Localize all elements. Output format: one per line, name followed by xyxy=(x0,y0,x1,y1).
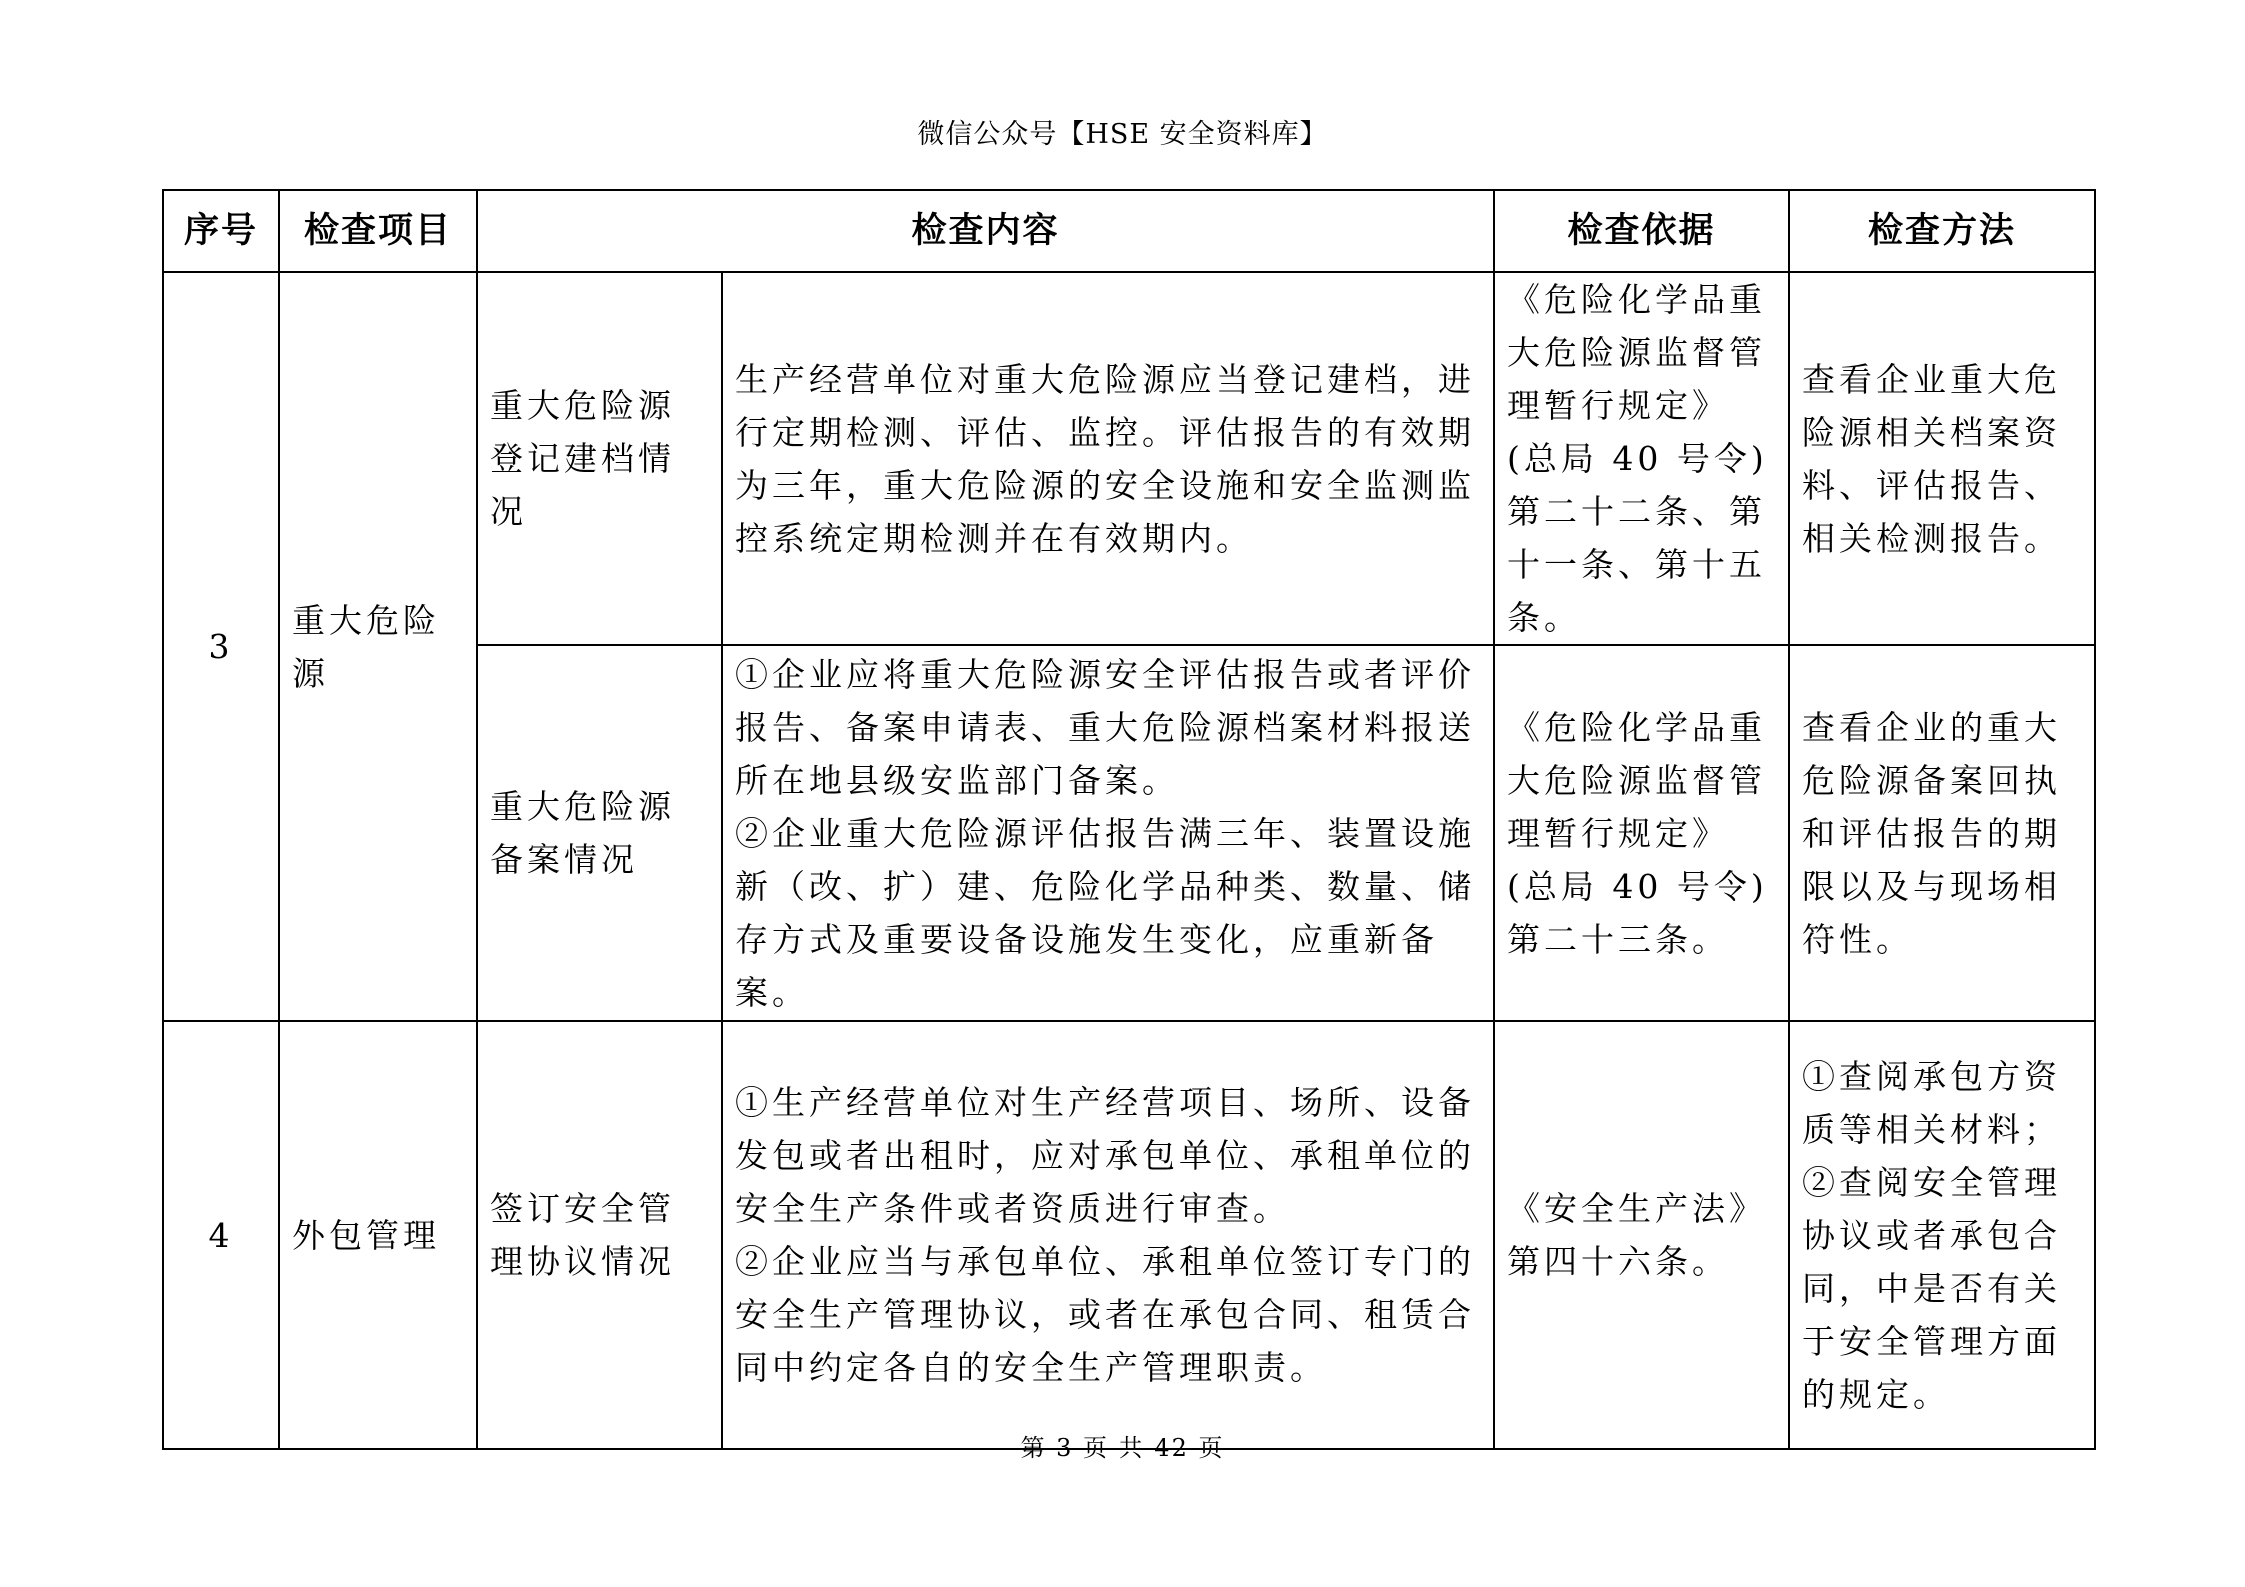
sub-item: 重大危险源备案情况 xyxy=(477,645,722,1021)
header-basis: 检查依据 xyxy=(1494,190,1789,272)
header-item: 检查项目 xyxy=(279,190,477,272)
table-row xyxy=(163,1021,2095,1449)
check-content xyxy=(722,645,1494,1021)
check-basis: 《危险化学品重大危险源监督管理暂行规定》(总局 40 号令)第二十三条。 xyxy=(1494,645,1789,1021)
check-item: 外包管理 xyxy=(279,1021,477,1449)
check-method: 查看企业重大危险源相关档案资料、评估报告、相关检测报告。 xyxy=(1789,272,2095,645)
method-line: ①查阅承包方资质等相关材料； xyxy=(1802,1056,2062,1149)
header-seq: 序号 xyxy=(163,190,279,272)
check-method: 查看企业的重大危险源备案回执和评估报告的期限以及与现场相符性。 xyxy=(1789,645,2095,1021)
row-number: 4 xyxy=(163,1021,279,1449)
content-line: ②企业应当与承包单位、承租单位签订专门的安全生产管理协议，或者在承包合同、租赁合同中约定各自的安全生产管理职责。 xyxy=(735,1242,1475,1387)
check-content xyxy=(722,1021,1494,1449)
check-basis: 《危险化学品重大危险源监督管理暂行规定》(总局 40 号令)第二十二条、第十一条、第十五条。 xyxy=(1494,272,1789,645)
check-basis: 《安全生产法》第四十六条。 xyxy=(1494,1021,1789,1449)
sub-item: 重大危险源登记建档情况 xyxy=(477,272,722,645)
page-header: 微信公众号【HSE 安全资料库】 xyxy=(917,119,1328,150)
method-line: ②查阅安全管理协议或者承包合同，中是否有关于安全管理方面的规定。 xyxy=(1802,1162,2062,1414)
header-method: 检查方法 xyxy=(1789,190,2095,272)
content-line: ①生产经营单位对生产经营项目、场所、设备发包或者出租时，应对承包单位、承租单位的安全生产条件或者资质进行审查。 xyxy=(735,1083,1475,1228)
page-footer: 第 3 页 共 42 页 xyxy=(1020,1434,1225,1462)
header-content: 检查内容 xyxy=(477,190,1494,272)
check-method xyxy=(1789,1021,2095,1449)
inspection-table xyxy=(162,189,2096,1450)
row-number: 3 xyxy=(163,272,279,1021)
table-header-row xyxy=(163,190,2095,272)
content-line: ①企业应将重大危险源安全评估报告或者评价报告、备案申请表、重大危险源档案材料报送所在地县级安监部门备案。 xyxy=(735,654,1475,800)
sub-item: 签订安全管理协议情况 xyxy=(477,1021,722,1449)
table-row xyxy=(163,272,2095,645)
check-content: 生产经营单位对重大危险源应当登记建档，进行定期检测、评估、监控。评估报告的有效期为三年，重大危险源的安全设施和安全监测监控系统定期检测并在有效期内。 xyxy=(722,272,1494,645)
check-item: 重大危险源 xyxy=(279,272,477,1021)
content-line: ②企业重大危险源评估报告满三年、装置设施新（改、扩）建、危险化学品种类、数量、储存方式及重要设备设施发生变化，应重新备案。 xyxy=(735,813,1475,1012)
